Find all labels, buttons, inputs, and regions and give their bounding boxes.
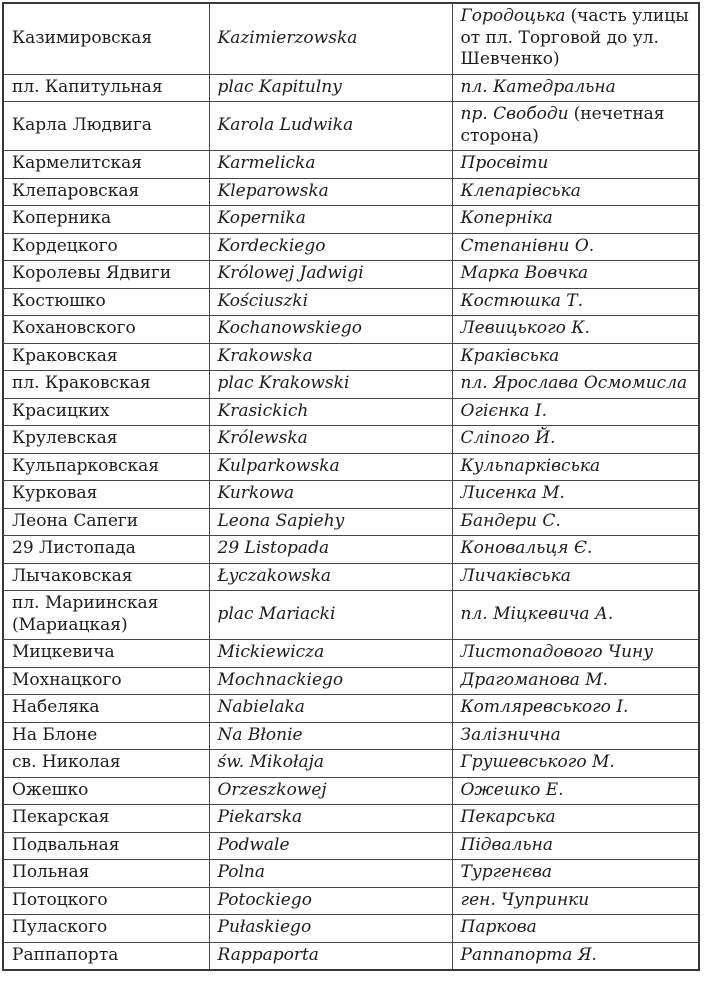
- cell-russian-old-name: [3, 591, 209, 640]
- cell-ukrainian-current-name: [452, 805, 699, 833]
- cell-ukrainian-current-name: [452, 722, 699, 750]
- ukrainian-name-text: Кульпарківська: [460, 455, 601, 476]
- cell-russian-old-name: [3, 398, 209, 426]
- russian-name-text: Коперника: [12, 208, 112, 228]
- cell-russian-old-name: [3, 832, 209, 860]
- cell-polish-old-name: [209, 942, 452, 970]
- russian-name-text: Подвальная: [12, 834, 120, 855]
- table-row: [3, 481, 699, 509]
- polish-name-text: Łyczakowska: [217, 565, 332, 586]
- ukrainian-name-text: Раппапорта Я.: [460, 944, 597, 965]
- table-row: [3, 563, 699, 591]
- table-row: [3, 426, 699, 454]
- table-row: [3, 316, 699, 344]
- ukrainian-name-text: Листопадового Чину: [460, 642, 654, 662]
- cell-russian-old-name: [3, 481, 209, 509]
- ukrainian-name-text: Степанівни О.: [460, 235, 595, 256]
- russian-name-text: Кохановского: [12, 318, 136, 338]
- ukrainian-name-text: пл. Ярослава Осмомисла: [460, 373, 688, 393]
- russian-name-text: Кармелитская: [12, 153, 142, 173]
- russian-name-text: Раппапорта: [12, 944, 119, 965]
- cell-russian-old-name: [3, 915, 209, 943]
- cell-russian-old-name: [3, 151, 209, 179]
- cell-ukrainian-current-name: [452, 942, 699, 970]
- polish-name-text: Krakowska: [217, 345, 313, 366]
- cell-russian-old-name: [3, 316, 209, 344]
- ukrainian-name-text: Ожешко Е.: [460, 779, 564, 800]
- ukrainian-name-text: Коновальця Є.: [460, 538, 593, 558]
- cell-russian-old-name: [3, 508, 209, 536]
- ukrainian-name-text: ген. Чупринки: [460, 889, 590, 910]
- cell-ukrainian-current-name: [452, 563, 699, 591]
- polish-name-text: Kochanowskiego: [217, 318, 362, 338]
- russian-name-text: 29 Листопада: [12, 538, 136, 558]
- polish-name-text: Pułaskiego: [217, 917, 312, 937]
- cell-russian-old-name: [3, 887, 209, 915]
- ukrainian-name-text: Грушевського М.: [460, 752, 615, 772]
- cell-ukrainian-current-name: [452, 640, 699, 668]
- ukrainian-name-text: Городоцька: [460, 6, 566, 26]
- cell-polish-old-name: [209, 887, 452, 915]
- cell-ukrainian-current-name: [452, 102, 699, 151]
- ukrainian-name-text: Драгоманова М.: [460, 669, 609, 690]
- cell-russian-old-name: [3, 233, 209, 261]
- cell-polish-old-name: [209, 398, 452, 426]
- table-row: [3, 860, 699, 888]
- polish-name-text: Piekarska: [217, 807, 303, 827]
- polish-name-text: plac Kapitulny: [217, 76, 342, 97]
- russian-name-text: Красицких: [12, 400, 110, 421]
- ukrainian-name-text: Залізнична: [460, 724, 561, 745]
- cell-polish-old-name: [209, 777, 452, 805]
- table-row: [3, 151, 699, 179]
- cell-polish-old-name: [209, 805, 452, 833]
- russian-name-text: Ожешко: [12, 779, 89, 800]
- cell-ukrainian-current-name: [452, 777, 699, 805]
- cell-ukrainian-current-name: [452, 453, 699, 481]
- cell-russian-old-name: [3, 426, 209, 454]
- cell-ukrainian-current-name: [452, 206, 699, 234]
- polish-name-text: Kordeckiego: [217, 235, 326, 256]
- russian-name-text: Мицкевича: [12, 642, 115, 662]
- polish-name-text: Karmelicka: [217, 153, 316, 173]
- ukrainian-name-text: Тургенєва: [460, 862, 552, 882]
- cell-russian-old-name: [3, 563, 209, 591]
- cell-ukrainian-current-name: [452, 832, 699, 860]
- russian-name-text: Краковская: [12, 345, 118, 366]
- cell-polish-old-name: [209, 151, 452, 179]
- ukrainian-name-text: Краківська: [460, 345, 560, 366]
- table-row: [3, 178, 699, 206]
- cell-polish-old-name: [209, 261, 452, 289]
- polish-name-text: Kościuszki: [217, 290, 309, 311]
- cell-ukrainian-current-name: [452, 3, 699, 74]
- ukrainian-name-text: Марка Вовчка: [460, 263, 589, 283]
- table-row: [3, 915, 699, 943]
- cell-polish-old-name: [209, 102, 452, 151]
- table-row: [3, 942, 699, 970]
- polish-name-text: Mickiewicza: [217, 642, 325, 662]
- cell-russian-old-name: [3, 3, 209, 74]
- cell-russian-old-name: [3, 805, 209, 833]
- polish-name-text: Leona Sapiehy: [217, 510, 345, 531]
- polish-name-text: Orzeszkowej: [217, 779, 327, 800]
- polish-name-text: plac Krakowski: [217, 373, 350, 393]
- cell-ukrainian-current-name: [452, 288, 699, 316]
- table-row: [3, 777, 699, 805]
- ukrainian-name-text: Котляревського І.: [460, 697, 629, 717]
- cell-polish-old-name: [209, 343, 452, 371]
- cell-russian-old-name: [3, 74, 209, 102]
- ukrainian-name-text: пл. Катедральна: [460, 76, 616, 97]
- russian-name-text: св. Николая: [12, 752, 121, 772]
- table-row: [3, 102, 699, 151]
- cell-polish-old-name: [209, 3, 452, 74]
- russian-name-text: пл. Мариинская (Мариацкая): [12, 593, 159, 635]
- cell-russian-old-name: [3, 288, 209, 316]
- cell-ukrainian-current-name: [452, 178, 699, 206]
- polish-name-text: Karola Ludwika: [217, 114, 354, 135]
- cell-polish-old-name: [209, 722, 452, 750]
- polish-name-text: Krasickich: [217, 400, 309, 421]
- cell-russian-old-name: [3, 206, 209, 234]
- polish-name-text: Na Błonie: [217, 724, 303, 745]
- cell-polish-old-name: [209, 640, 452, 668]
- ukrainian-name-text: Костюшка Т.: [460, 290, 584, 311]
- polish-name-text: Kurkowa: [217, 483, 295, 503]
- polish-name-text: Mochnackiego: [217, 669, 344, 690]
- cell-ukrainian-current-name: [452, 695, 699, 723]
- russian-name-text: Казимировская: [12, 27, 153, 48]
- russian-name-text: Леона Сапеги: [12, 510, 139, 531]
- cell-polish-old-name: [209, 915, 452, 943]
- cell-russian-old-name: [3, 777, 209, 805]
- russian-name-text: Потоцкого: [12, 889, 108, 910]
- cell-russian-old-name: [3, 695, 209, 723]
- cell-polish-old-name: [209, 426, 452, 454]
- cell-ukrainian-current-name: [452, 343, 699, 371]
- cell-ukrainian-current-name: [452, 316, 699, 344]
- table-row: [3, 74, 699, 102]
- street-names-table-body: [3, 3, 699, 970]
- polish-name-text: Polna: [217, 862, 266, 882]
- table-row: [3, 667, 699, 695]
- cell-ukrainian-current-name: [452, 151, 699, 179]
- ukrainian-name-text: Паркова: [460, 917, 537, 937]
- polish-name-text: Królowej Jadwigi: [217, 263, 364, 283]
- cell-polish-old-name: [209, 233, 452, 261]
- ukrainian-name-text: пл. Міцкевича А.: [460, 603, 614, 624]
- cell-polish-old-name: [209, 508, 452, 536]
- cell-polish-old-name: [209, 453, 452, 481]
- cell-russian-old-name: [3, 536, 209, 564]
- polish-name-text: Kopernika: [217, 208, 306, 228]
- cell-ukrainian-current-name: [452, 536, 699, 564]
- street-names-table: [2, 2, 700, 971]
- russian-name-text: Мохнацкого: [12, 669, 122, 690]
- table-row: [3, 508, 699, 536]
- polish-name-text: plac Mariacki: [217, 603, 336, 624]
- ukrainian-name-text: Підвальна: [460, 834, 553, 855]
- polish-name-text: Rappaporta: [217, 944, 319, 965]
- cell-polish-old-name: [209, 563, 452, 591]
- cell-russian-old-name: [3, 640, 209, 668]
- ukrainian-name-text: Сліпого Й.: [460, 428, 556, 448]
- cell-polish-old-name: [209, 536, 452, 564]
- table-row: [3, 722, 699, 750]
- cell-polish-old-name: [209, 178, 452, 206]
- ukrainian-name-text: Левицького К.: [460, 318, 590, 338]
- cell-russian-old-name: [3, 750, 209, 778]
- polish-name-text: Kleparowska: [217, 180, 329, 201]
- polish-name-text: Podwale: [217, 834, 290, 855]
- russian-name-text: Крулевская: [12, 428, 118, 448]
- cell-ukrainian-current-name: [452, 371, 699, 399]
- cell-ukrainian-current-name: [452, 750, 699, 778]
- cell-polish-old-name: [209, 206, 452, 234]
- russian-name-text: Костюшко: [12, 290, 106, 311]
- polish-name-text: Kazimierzowska: [217, 27, 358, 48]
- cell-russian-old-name: [3, 102, 209, 151]
- cell-ukrainian-current-name: [452, 398, 699, 426]
- ukrainian-name-text: Клепарівська: [460, 180, 581, 201]
- ukrainian-name-note-text: (часть улицы от пл. Торговой до ул. Шевченко): [460, 6, 689, 69]
- russian-name-text: пл. Капитульная: [12, 76, 163, 97]
- table-row: [3, 536, 699, 564]
- cell-russian-old-name: [3, 343, 209, 371]
- russian-name-text: Набеляка: [12, 697, 100, 717]
- polish-name-text: Nabielaka: [217, 697, 305, 717]
- table-row: [3, 261, 699, 289]
- russian-name-text: Кордецкого: [12, 235, 118, 256]
- cell-polish-old-name: [209, 74, 452, 102]
- table-row: [3, 3, 699, 74]
- ukrainian-name-text: Бандери С.: [460, 510, 561, 531]
- cell-ukrainian-current-name: [452, 233, 699, 261]
- table-row: [3, 640, 699, 668]
- cell-polish-old-name: [209, 667, 452, 695]
- cell-russian-old-name: [3, 261, 209, 289]
- russian-name-text: Пулаского: [12, 917, 108, 937]
- cell-russian-old-name: [3, 860, 209, 888]
- russian-name-text: Курковая: [12, 483, 98, 503]
- russian-name-text: Кульпарковская: [12, 455, 159, 476]
- russian-name-text: Польная: [12, 862, 90, 882]
- table-row: [3, 750, 699, 778]
- table-row: [3, 288, 699, 316]
- ukrainian-name-text: Огієнка І.: [460, 400, 547, 421]
- table-row: [3, 206, 699, 234]
- ukrainian-name-text: Личаківська: [460, 565, 571, 586]
- cell-russian-old-name: [3, 942, 209, 970]
- cell-polish-old-name: [209, 695, 452, 723]
- cell-polish-old-name: [209, 288, 452, 316]
- table-row: [3, 371, 699, 399]
- cell-polish-old-name: [209, 591, 452, 640]
- cell-ukrainian-current-name: [452, 508, 699, 536]
- cell-russian-old-name: [3, 178, 209, 206]
- cell-polish-old-name: [209, 860, 452, 888]
- cell-ukrainian-current-name: [452, 426, 699, 454]
- cell-polish-old-name: [209, 481, 452, 509]
- cell-ukrainian-current-name: [452, 591, 699, 640]
- cell-russian-old-name: [3, 453, 209, 481]
- polish-name-text: Kulparkowska: [217, 455, 340, 476]
- table-row: [3, 805, 699, 833]
- cell-russian-old-name: [3, 722, 209, 750]
- table-row: [3, 343, 699, 371]
- russian-name-text: Лычаковская: [12, 565, 133, 586]
- polish-name-text: 29 Listopada: [217, 538, 330, 558]
- polish-name-text: Potockiego: [217, 889, 312, 910]
- russian-name-text: пл. Краковская: [12, 373, 151, 393]
- table-row: [3, 887, 699, 915]
- ukrainian-name-text: Пекарська: [460, 807, 556, 827]
- polish-name-text: św. Mikołaja: [217, 752, 324, 772]
- table-row: [3, 233, 699, 261]
- cell-ukrainian-current-name: [452, 915, 699, 943]
- cell-ukrainian-current-name: [452, 667, 699, 695]
- table-row: [3, 832, 699, 860]
- cell-polish-old-name: [209, 371, 452, 399]
- russian-name-text: Пекарская: [12, 807, 110, 827]
- table-row: [3, 695, 699, 723]
- polish-name-text: Królewska: [217, 428, 308, 448]
- table-row: [3, 453, 699, 481]
- ukrainian-name-note-text: (нечетная сторона): [460, 104, 665, 146]
- russian-name-text: Клепаровская: [12, 180, 140, 201]
- cell-russian-old-name: [3, 667, 209, 695]
- cell-polish-old-name: [209, 316, 452, 344]
- cell-ukrainian-current-name: [452, 481, 699, 509]
- table-row: [3, 591, 699, 640]
- cell-ukrainian-current-name: [452, 887, 699, 915]
- ukrainian-name-text: Лисенка М.: [460, 483, 565, 503]
- cell-russian-old-name: [3, 371, 209, 399]
- table-row: [3, 398, 699, 426]
- russian-name-text: Королевы Ядвиги: [12, 263, 172, 283]
- russian-name-text: Карла Людвига: [12, 114, 152, 135]
- cell-ukrainian-current-name: [452, 261, 699, 289]
- cell-polish-old-name: [209, 832, 452, 860]
- ukrainian-name-text: пр. Свободи: [460, 104, 569, 124]
- cell-ukrainian-current-name: [452, 860, 699, 888]
- ukrainian-name-text: Коперніка: [460, 208, 553, 228]
- cell-polish-old-name: [209, 750, 452, 778]
- russian-name-text: На Блоне: [12, 724, 98, 745]
- ukrainian-name-text: Просвіти: [460, 153, 549, 173]
- cell-ukrainian-current-name: [452, 74, 699, 102]
